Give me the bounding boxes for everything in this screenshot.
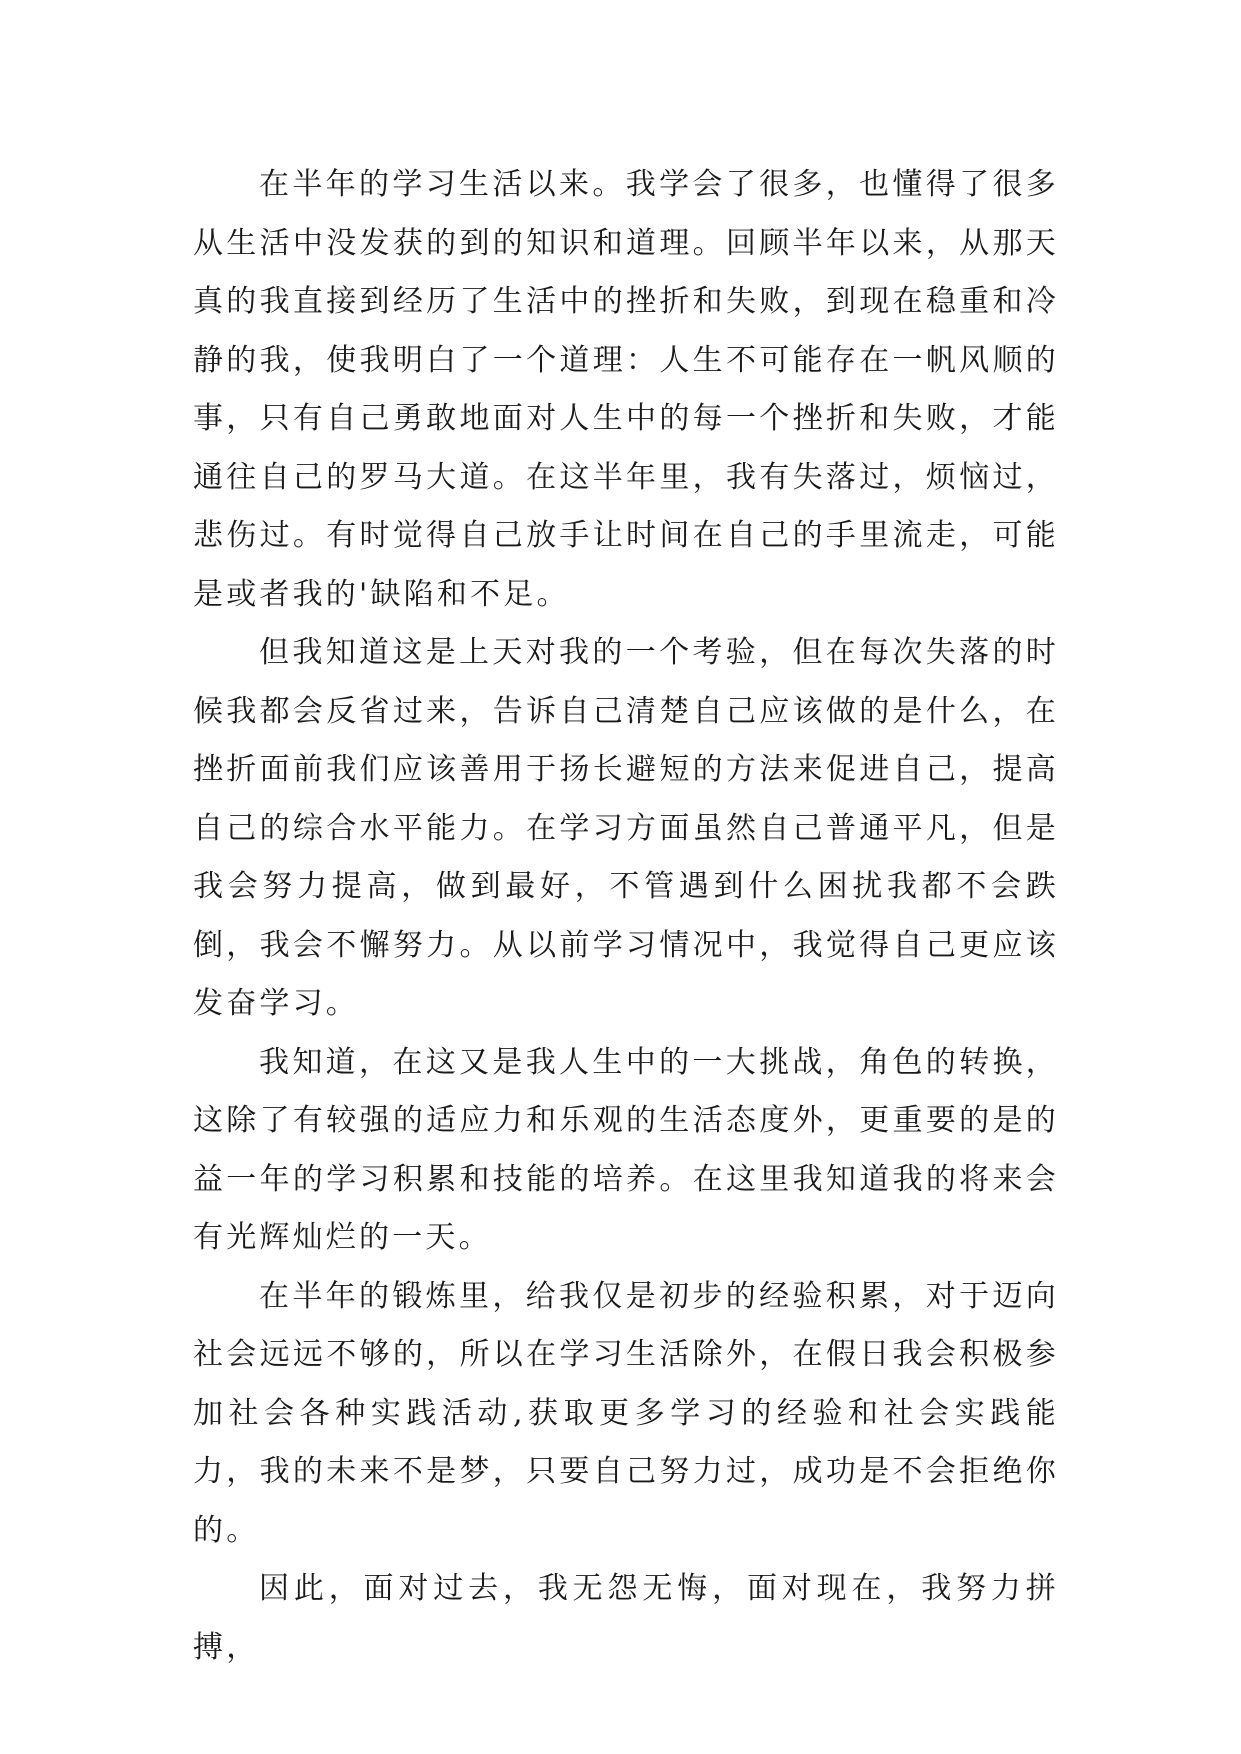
document-body bbox=[193, 156, 1059, 1677]
paragraph-1: 在半年的学习生活以来。我学会了很多，也懂得了很多从生活中没发获的到的知识和道理。回顾半年以来，从那天真的我直接到经历了生活中的挫折和失败，到现在稳重和冷静的我，使我明白了一个道理：人生不可能存在一帆风顺的事，只有自己勇敢地面对人生中的每一个挫折和失败，才能通往自己的罗马大道。在这半年里，我有失落过，烦恼过，悲伤过。有时觉得自己放手让时间在自己的手里流走，可能是或者我的'缺陷和不足。 bbox=[193, 167, 1059, 612]
paragraph-4: 在半年的锻炼里，给我仅是初步的经验积累，对于迈向社会远远不够的，所以在学习生活除外，在假日我会积极参加社会各种实践活动,获取更多学习的经验和社会实践能力，我的未来不是梦，只要自己努力过，成功是不会拒绝你的。 bbox=[193, 1278, 1059, 1548]
paragraph-3: 我知道，在这又是我人生中的一大挑战，角色的转换，这除了有较强的适应力和乐观的生活态度外，更重要的是的益一年的学习积累和技能的培养。在这里我知道我的将来会有光辉灿烂的一天。 bbox=[193, 1044, 1059, 1255]
paragraph-2: 但我知道这是上天对我的一个考验，但在每次失落的时候我都会反省过来，告诉自己清楚自己应该做的是什么，在挫折面前我们应该善用于扬长避短的方法来促进自己，提高自己的综合水平能力。在学习方面虽然自己普通平凡，但是我会努力提高，做到最好，不管遇到什么困扰我都不会跌倒，我会不懈努力。从以前学习情况中，我觉得自己更应该发奋学习。 bbox=[193, 635, 1059, 1021]
paragraph-5: 因此，面对过去，我无怨无悔，面对现在，我努力拼搏， bbox=[193, 1571, 1059, 1665]
